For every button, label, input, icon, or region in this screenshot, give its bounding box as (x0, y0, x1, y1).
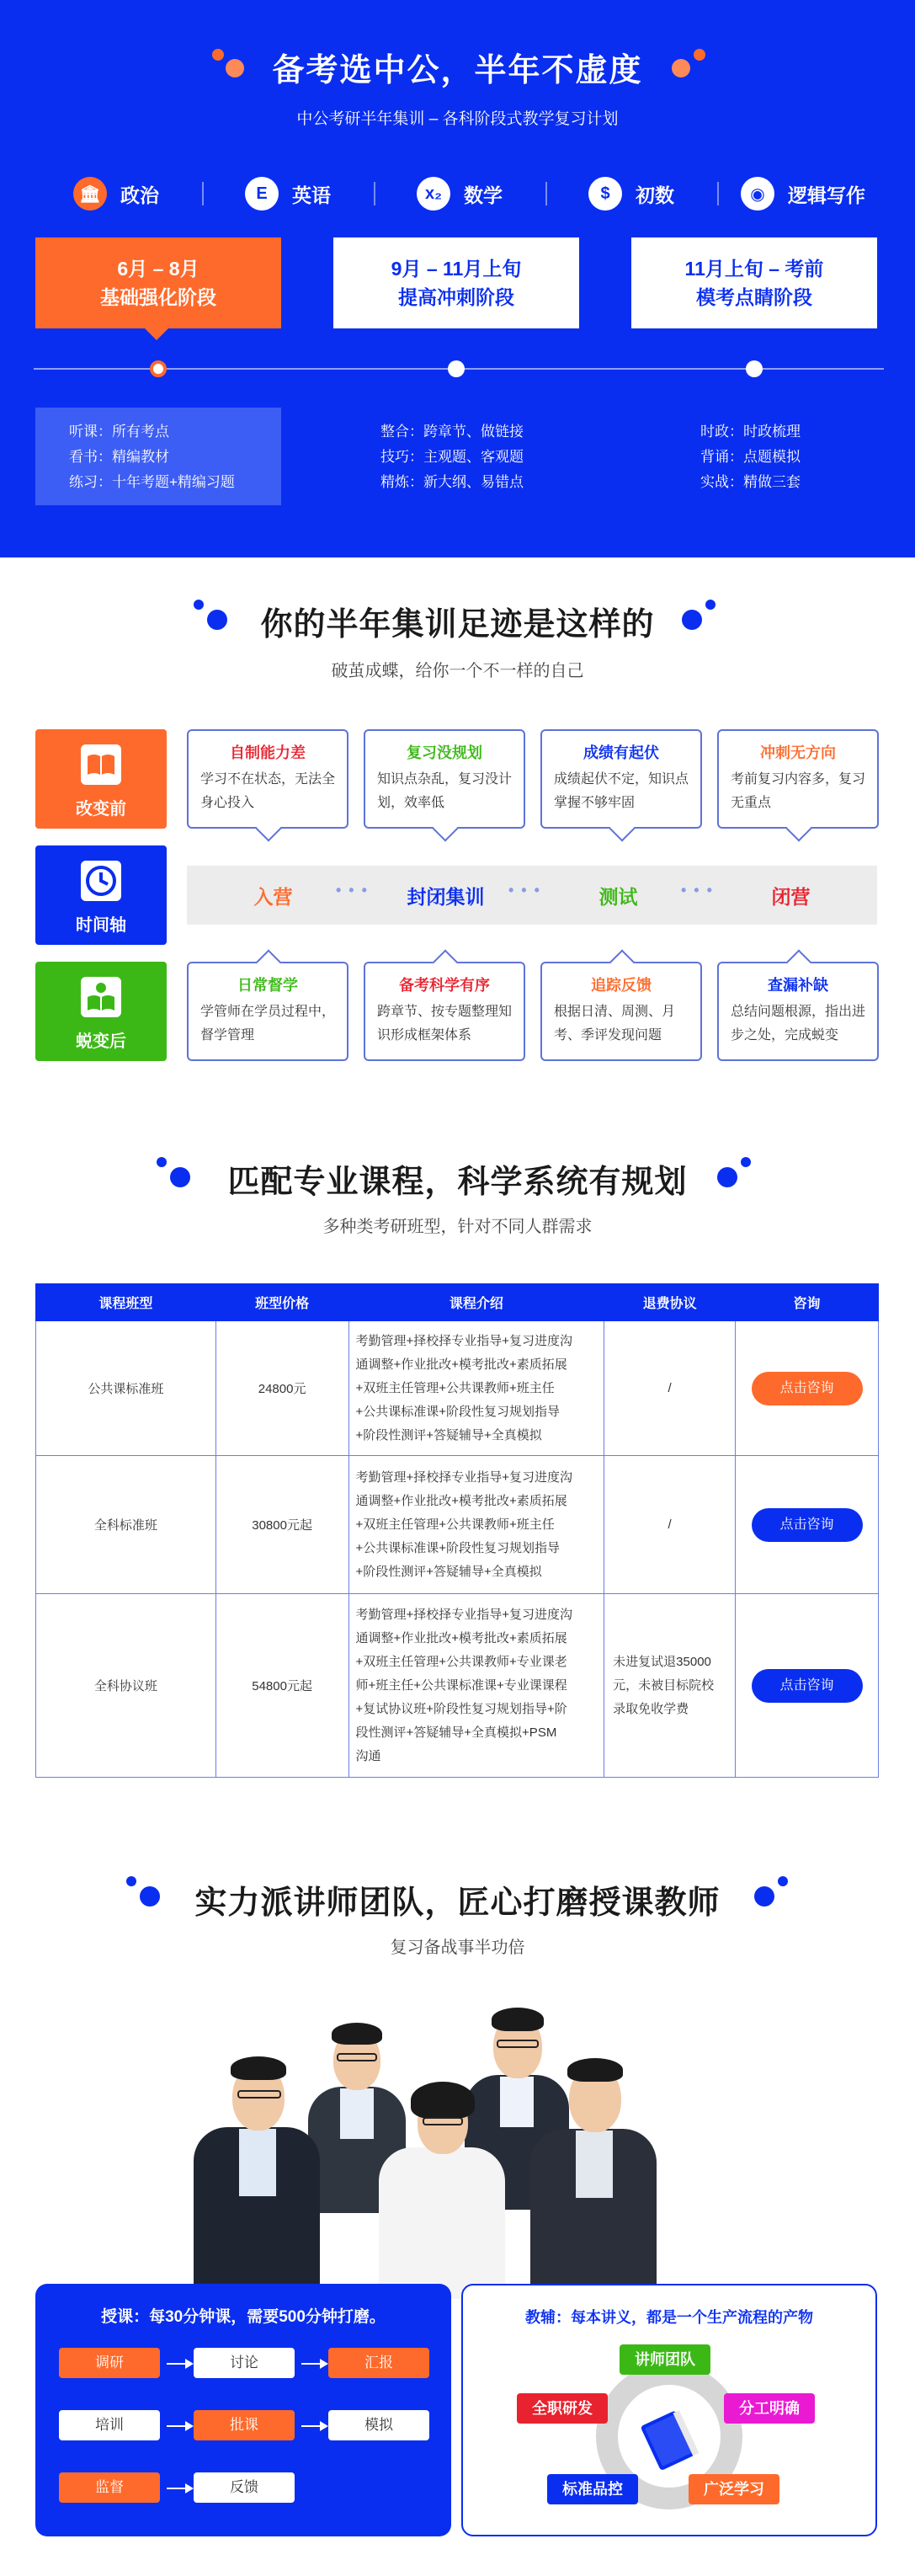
intro-line: +双班主任管理+公共课教师+班主任 (355, 1517, 555, 1532)
consult-button[interactable]: 点击咨询 (752, 1508, 863, 1542)
detail-line: 练习：十年考题+精编习题 (69, 474, 235, 490)
course-refund: / (604, 1321, 736, 1456)
intro-line: 沟通 (355, 1748, 381, 1763)
after-card-title: 备考科学有序 (399, 977, 490, 994)
detail-line: 看书：精编教材 (69, 449, 169, 465)
subject-tab-basic-math[interactable] (545, 172, 717, 216)
lecture-panel (35, 2284, 451, 2536)
before-card-title: 成绩有起伏 (583, 744, 659, 761)
hero-section (0, 0, 915, 557)
detail-line: 精炼：新大纲、易错点 (380, 474, 524, 490)
subject-label: 数学 (464, 184, 503, 206)
refund-line: 未进复试退35000 (613, 1654, 711, 1669)
letter-e-icon: E (245, 177, 279, 211)
timeline-step: • • • 封闭集训 (359, 882, 532, 909)
clock-icon (79, 859, 123, 903)
stage-card-foundation[interactable] (35, 237, 281, 328)
intro-line: 段性测评+答疑辅导+全真模拟+PSM (355, 1725, 557, 1740)
subject-tab-politics[interactable] (30, 172, 202, 216)
detail-line: 实战：精做三套 (700, 474, 801, 490)
journey-subtitle: 破茧成蝶，给你一个不一样的自己 (331, 662, 584, 680)
column-header: 咨询 (736, 1284, 879, 1321)
process-step: 批课 (194, 2410, 295, 2440)
stage-name: 基础强化阶段 (100, 286, 216, 308)
intro-line: +阶段性测评+答疑辅导+全真模拟 (355, 1564, 542, 1579)
consult-cell (736, 1321, 879, 1456)
intro-line: +公共课标准课+阶段性复习规划指导 (355, 1540, 561, 1555)
after-label: 蜕变后 (76, 1032, 126, 1051)
stage-detail-mock (700, 419, 801, 495)
refund-line: 元，未被目标院校 (613, 1677, 715, 1693)
after-card (364, 962, 525, 1061)
timeline-step: • • • 闭营 (705, 882, 877, 909)
subject-tab-math[interactable] (374, 172, 545, 216)
table-header-row (36, 1284, 879, 1321)
material-step: 全职研发 (517, 2393, 608, 2424)
before-card-desc: 知识点杂乱，复习没计划，效率低 (377, 772, 513, 810)
courses-title: 匹配专业课程，科学系统有规划 (227, 1165, 688, 1200)
book-icon (636, 2405, 704, 2472)
timeline-node (746, 360, 763, 377)
before-card-title: 复习没规划 (407, 744, 482, 761)
book-icon (79, 743, 123, 787)
consult-button[interactable]: 点击咨询 (752, 1372, 863, 1405)
course-intro (348, 1456, 604, 1594)
intro-line: 考勤管理+择校择专业指导+复习进度沟 (355, 1469, 573, 1485)
after-card-desc: 根据日清、周测、月考、季评发现问题 (554, 1005, 676, 1043)
before-card-title: 自制能力差 (230, 744, 306, 761)
course-price: 24800元 (215, 1321, 348, 1456)
intro-line: +复试协议班+阶段性复习规划指导+阶 (355, 1701, 567, 1716)
before-card-title: 冲刺无方向 (760, 744, 836, 761)
intro-line: 师+班主任+公共课标准课+专业课课程 (355, 1677, 567, 1693)
after-card-title: 日常督学 (237, 977, 298, 994)
material-panel-title: 教辅：每本讲义，都是一个生产流程的产物 (525, 2309, 813, 2326)
after-card (717, 962, 879, 1061)
course-intro (348, 1321, 604, 1456)
before-card (364, 729, 525, 829)
course-table (35, 1283, 879, 1778)
intro-line: 通调整+作业批改+模考批改+素质拓展 (355, 1357, 567, 1372)
courses-subtitle: 多种类考研班型，针对不同人群需求 (322, 1218, 593, 1236)
stage-period: 11月上旬 – 考前 (684, 258, 824, 280)
arrow-icon (167, 2363, 192, 2365)
detail-line: 时政：时政梳理 (700, 424, 801, 440)
timeline-node (448, 360, 465, 377)
material-panel (461, 2284, 877, 2536)
process-step: 汇报 (328, 2348, 429, 2378)
detail-line: 听课：所有考点 (69, 424, 169, 440)
intro-line: 通调整+作业批改+模考批改+素质拓展 (355, 1493, 567, 1508)
bank-icon: 🏛 (73, 177, 107, 211)
material-step: 讲师团队 (620, 2344, 710, 2375)
material-step: 标准品控 (547, 2474, 638, 2504)
detail-line: 背诵：点题模拟 (700, 449, 801, 465)
subject-label: 英语 (292, 184, 331, 206)
stage-name: 模考点睛阶段 (696, 286, 812, 308)
before-block (35, 729, 167, 829)
dollar-icon: $ (588, 177, 622, 211)
before-card (187, 729, 348, 829)
course-refund: / (604, 1456, 736, 1594)
subject-tab-english[interactable] (202, 172, 374, 216)
subject-label: 逻辑写作 (788, 184, 865, 206)
arrow-icon (167, 2425, 192, 2427)
journey-title: 你的半年集训足迹是这样的 (260, 607, 655, 643)
after-card-desc: 总结问题根源，指出进步之处，完成蜕变 (731, 1005, 866, 1043)
stage-period: 9月 – 11月上旬 (391, 258, 522, 280)
arrow-icon (167, 2488, 192, 2489)
intro-line: +阶段性测评+答疑辅导+全真模拟 (355, 1427, 542, 1443)
timeline-step: • • • 测试 (532, 882, 705, 909)
stage-card-improve[interactable] (333, 237, 579, 328)
before-label: 改变前 (76, 800, 126, 819)
column-header: 课程介绍 (348, 1284, 604, 1321)
arrow-icon (301, 2363, 327, 2365)
course-price: 54800元起 (215, 1594, 348, 1778)
before-card-desc: 成绩起伏不定，知识点掌握不够牢固 (554, 772, 689, 810)
target-icon: ◉ (741, 177, 774, 211)
after-card (187, 962, 348, 1061)
process-step: 培训 (59, 2410, 160, 2440)
before-card-desc: 学习不在状态，无法全身心投入 (200, 772, 336, 810)
column-header: 退费协议 (604, 1284, 736, 1321)
timeline-block (35, 845, 167, 945)
lecture-panel-title: 授课：每30分钟课，需要500分钟打磨。 (101, 2308, 386, 2326)
consult-cell (736, 1456, 879, 1594)
column-header: 课程班型 (36, 1284, 216, 1321)
detail-line: 整合：跨章节、做链接 (380, 424, 524, 440)
intro-line: +双班主任管理+公共课教师+班主任 (355, 1380, 555, 1395)
subject-tabs (30, 172, 889, 216)
after-card-desc: 学管师在学员过程中，督学管理 (200, 1005, 336, 1043)
consult-cell (736, 1594, 879, 1778)
course-name: 全科协议班 (36, 1594, 216, 1778)
consult-button[interactable]: 点击咨询 (752, 1669, 863, 1703)
stage-name: 提高冲刺阶段 (398, 286, 514, 308)
course-price: 30800元起 (215, 1456, 348, 1594)
before-card-desc: 考前复习内容多，复习无重点 (731, 772, 866, 810)
stage-card-mock[interactable] (631, 237, 877, 328)
subject-label: 政治 (120, 184, 159, 206)
process-step: 反馈 (194, 2472, 295, 2503)
course-refund (604, 1594, 736, 1778)
hero-title: 备考选中公，半年不虚度 (272, 53, 643, 88)
detail-line: 技巧：主观题、客观题 (380, 449, 524, 465)
stage-detail-improve (380, 419, 524, 495)
journey-timeline (187, 866, 877, 925)
reader-icon (79, 975, 123, 1019)
timeline-node (150, 360, 167, 377)
intro-line: +双班主任管理+公共课教师+专业课老 (355, 1654, 567, 1669)
table-row (36, 1456, 879, 1594)
table-row (36, 1594, 879, 1778)
intro-line: 考勤管理+择校择专业指导+复习进度沟 (355, 1333, 573, 1348)
material-step: 分工明确 (724, 2393, 815, 2424)
arrow-icon (301, 2425, 327, 2427)
subject-label: 初数 (636, 184, 674, 206)
stage-detail-foundation (69, 419, 235, 495)
after-card-desc: 跨章节、按专题整理知识形成框架体系 (377, 1005, 513, 1043)
teachers-subtitle: 复习备战事半功倍 (390, 1939, 525, 1957)
hero-subtitle: 中公考研半年集训 – 各科阶段式教学复习计划 (296, 110, 619, 128)
column-header: 班型价格 (215, 1284, 348, 1321)
after-card-title: 追踪反馈 (591, 977, 652, 994)
teachers-title: 实力派讲师团队，匠心打磨授课教师 (194, 1885, 721, 1921)
timeline-label: 时间轴 (76, 916, 126, 935)
process-step: 模拟 (328, 2410, 429, 2440)
intro-line: 考勤管理+择校择专业指导+复习进度沟 (355, 1607, 573, 1622)
x-squared-icon: x₂ (417, 177, 450, 211)
table-row (36, 1321, 879, 1456)
subject-tab-logic-writing[interactable] (717, 172, 889, 216)
stage-period: 6月 – 8月 (117, 258, 199, 280)
after-block (35, 962, 167, 1061)
before-card (717, 729, 879, 829)
after-card (540, 962, 702, 1061)
course-name: 公共课标准班 (36, 1321, 216, 1456)
intro-line: 通调整+作业批改+模考批改+素质拓展 (355, 1630, 567, 1645)
after-card-title: 查漏补缺 (768, 977, 828, 994)
process-step: 调研 (59, 2348, 160, 2378)
intro-line: +公共课标准课+阶段性复习规划指导 (355, 1404, 561, 1419)
process-step: 讨论 (194, 2348, 295, 2378)
teacher-group-photo (219, 2013, 690, 2291)
process-step: 监督 (59, 2472, 160, 2503)
material-step: 广泛学习 (689, 2474, 779, 2504)
before-card (540, 729, 702, 829)
course-intro (348, 1594, 604, 1778)
timeline-step: 入营 (253, 885, 293, 908)
course-name: 全科标准班 (36, 1456, 216, 1594)
refund-line: 录取免收学费 (613, 1701, 689, 1716)
